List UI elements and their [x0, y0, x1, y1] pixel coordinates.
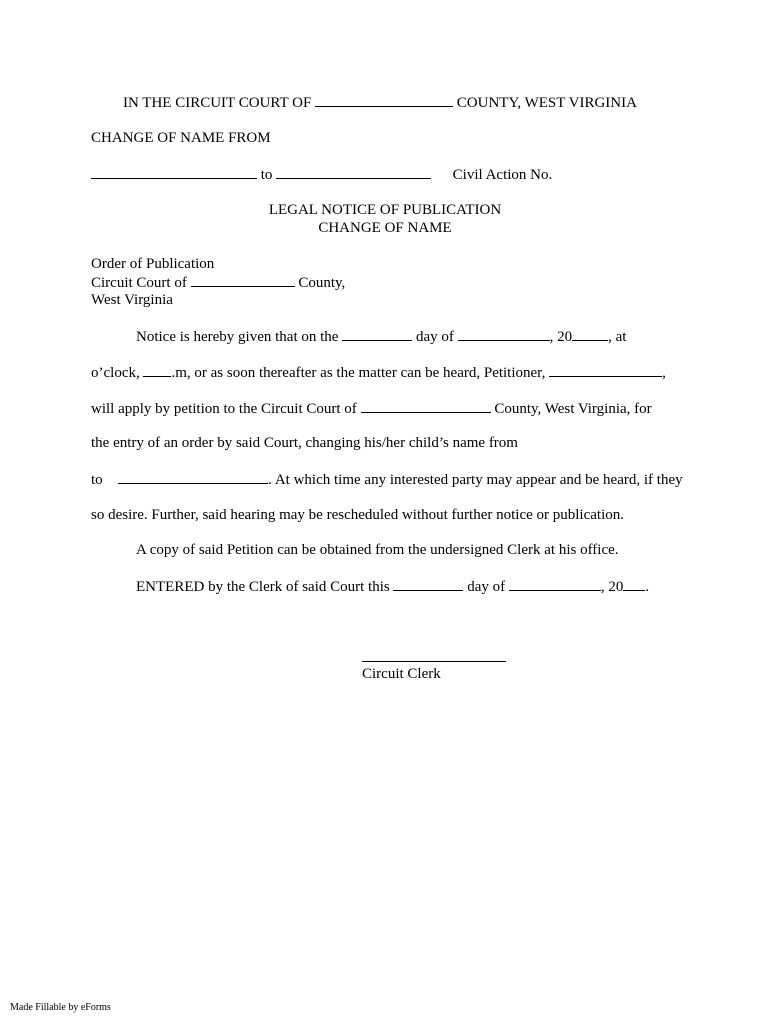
notice-text-1b: day of [415, 329, 454, 345]
court-suffix: COUNTY, WEST VIRGINIA [456, 95, 637, 111]
notice-text-1c: , 20 [549, 329, 573, 345]
order-county-blank[interactable] [191, 273, 295, 287]
new-name-blank[interactable] [276, 165, 431, 179]
notice-text-5a: to [91, 472, 103, 488]
entered-text-a: ENTERED by the Clerk of said Court this [136, 579, 390, 595]
notice-text-3a: will apply by petition to the Circuit Court of [91, 401, 357, 417]
notice-line-5 [91, 470, 683, 489]
order-state: West Virginia [91, 292, 173, 308]
order-court-line [91, 273, 345, 292]
hearing-month-blank[interactable] [458, 327, 550, 341]
change-from-label: CHANGE OF NAME FROM [91, 130, 271, 146]
court-heading [123, 93, 637, 112]
order-court-prefix: Circuit Court of [91, 275, 187, 291]
entered-month-blank[interactable] [509, 577, 601, 591]
notice-line-4: the entry of an order by said Court, changing his/her child’s name from [91, 435, 518, 451]
entered-text-b: day of [467, 579, 506, 595]
title-line-2: CHANGE OF NAME [318, 220, 452, 236]
old-name-blank[interactable] [91, 165, 257, 179]
am-pm-blank[interactable] [143, 363, 171, 377]
notice-line-2 [91, 363, 666, 382]
signature-line[interactable] [362, 661, 506, 662]
order-court-suffix: County, [298, 275, 346, 291]
petitioner-blank[interactable] [549, 363, 662, 377]
hearing-year-blank[interactable] [572, 327, 608, 341]
order-of-publication: Order of Publication [91, 256, 215, 272]
notice-text-3b: County, West Virginia, for [494, 401, 652, 417]
hearing-day-blank[interactable] [342, 327, 412, 341]
petition-county-blank[interactable] [361, 399, 491, 413]
court-prefix: IN THE CIRCUIT COURT OF [123, 95, 312, 111]
civil-action-label: Civil Action No. [452, 167, 553, 183]
child-new-name-blank[interactable] [118, 470, 268, 484]
to-word: to [260, 167, 273, 183]
circuit-clerk-label: Circuit Clerk [362, 666, 441, 682]
footer-note: Made Fillable by eForms [10, 1002, 111, 1013]
notice-text-1d: , at [608, 329, 627, 345]
entered-line [136, 577, 649, 596]
entered-text-c: , 20 [600, 579, 624, 595]
name-change-row [91, 165, 552, 184]
county-blank[interactable] [315, 93, 453, 107]
notice-text-2c: , [662, 365, 666, 381]
title-line-1: LEGAL NOTICE OF PUBLICATION [268, 202, 502, 218]
notice-text-5b: . At which time any interested party may appear and be heard, if they [268, 472, 683, 488]
notice-line-7: A copy of said Petition can be obtained from the undersigned Clerk at his office. [136, 542, 619, 558]
notice-text-1a: Notice is hereby given that on the [136, 329, 339, 345]
entered-text-d: . [645, 579, 650, 595]
entered-year-blank[interactable] [623, 577, 645, 591]
notice-text-2a: o’clock, [91, 365, 140, 381]
notice-text-2b: .m, or as soon thereafter as the matter can be heard, Petitioner, [171, 365, 546, 381]
notice-line-3 [91, 399, 652, 418]
notice-line-6: so desire. Further, said hearing may be rescheduled without further notice or publication. [91, 507, 624, 523]
entered-day-blank[interactable] [393, 577, 463, 591]
notice-line-1 [136, 327, 626, 346]
